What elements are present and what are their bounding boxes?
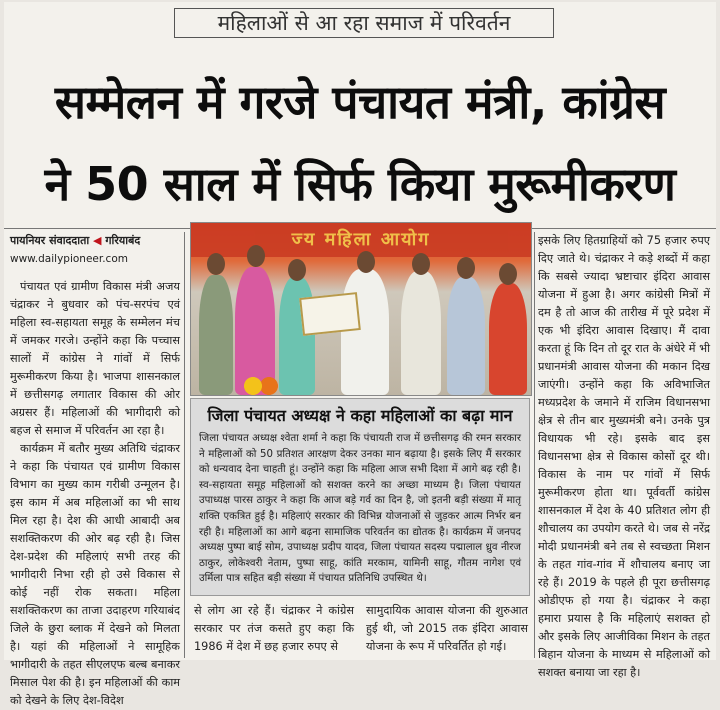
arrow-icon: ◀ bbox=[93, 234, 102, 247]
event-photo bbox=[190, 222, 532, 396]
flower-bouquet bbox=[241, 377, 281, 395]
photo-banner-text: ज्य महिला आयोग bbox=[191, 223, 531, 257]
photo-person bbox=[401, 271, 441, 395]
sidebar-body: जिला पंचायत अध्यक्ष श्वेता शर्मा ने कहा कि पंचायती राज में छत्तीसगढ़ की रमन सरकार ने महिलाओं को 50 प्रतिशत आरक्षण देकर उनका मान बढ़ाया है। इसके लिए मैं सरकार को धन्यवाद देना चाहती हूं। उन्होंने कहा कि महिला आज सभी दिशा में आगे बढ़ रही है। स्व-सहायता समूह महिलाओं को सशक्त करने का अच्छा माध्यम है। जिला पंचायत उपाध्यक्ष पारस ठाकुर ने कहा कि आज बड़े गर्व का दिन है, जो इतनी बड़ी संख्या में मातृ शक्ति एकत्रित हुई है। महिलाएं सरकार की विभिन्न योजनाओं से जुड़कर आत्म निर्भर बन रही है। महिलाओं का आगे बढ़ना सामाजिक परिवर्तन का द्योतक है। कार्यक्रम में जनपद अध्यक्ष पुष्पा बाई सोम, उपाध्यक्ष प्रदीप यादव, जिला पंचायत सदस्य पद्मालाल ध्रुव नीरज ठाकुर, लोकेश्वरी नेताम, पुष्पा साहू, कांति मरकाम, यामिनी साहू, गौतम नागेश एवं उर्मिला पात्र सहित बड़ी संख्या में पंचायत प्रतिनिधि उपस्थित थे। bbox=[199, 433, 521, 585]
article-column-3-text: सामुदायिक आवास योजना की शुरुआत हुई थी, जो 2015 तक इंदिरा आवास योजना के रूप में परिवर्तित हो गई। bbox=[366, 604, 528, 653]
photo-person bbox=[235, 267, 275, 395]
photo-person-head bbox=[247, 245, 265, 267]
article-paragraph: कार्यक्रम में बतौर मुख्य अतिथि चंद्राकर ने कहा कि पंचायत एवं ग्रामीण विकास विभाग का मुख्य काम गरीबी उन्मूलन है। इस काम में अब महिलाओं का भी साथ मिल रहा है। देश की आधी आबादी अब सशक्तिकरण की ओर बढ़ रही है। जिस देश-प्रदेश की महिलाएं सभी तरह की भागीदारी निभा रही हो उसे विकास से कोई नहीं रोक सकता। महिला सशक्तिकरण का ताजा उदाहरण गरियाबंद जिले के छुरा ब्लाक में देखने को मिलता है। यहां की महिलाओं ने सामूहिक भागीदारी के तहत सीएलएफ बल्ब बनाकर मिसाल पेश की है। इन महिलाओं की काम को देखने के लिए देश-विदेश bbox=[10, 442, 180, 707]
sidebar-title: जिला पंचायत अध्यक्ष ने कहा महिलाओं का बढ़ा मान bbox=[207, 406, 513, 425]
kicker-heading: महिलाओं से आ रहा समाज में परिवर्तन bbox=[174, 8, 554, 38]
photo-person-head bbox=[457, 257, 475, 279]
column-divider bbox=[184, 232, 185, 658]
photo-person bbox=[341, 269, 389, 395]
photo-person-head bbox=[412, 253, 430, 275]
headline-line-2: ने 50 साल में सिर्फ किया मुरूमीकरण bbox=[44, 157, 676, 211]
photo-person bbox=[199, 275, 233, 395]
newspaper-page bbox=[4, 2, 716, 707]
reporter-name: पायनियर संवाददाता bbox=[10, 234, 90, 247]
column-divider bbox=[534, 232, 535, 658]
photo-person-head bbox=[207, 253, 225, 275]
dateline-place: गरियाबंद bbox=[105, 234, 141, 247]
article-column-1 bbox=[10, 232, 180, 710]
article-column-2-text: से लोग आ रहे हैं। चंद्राकर ने कांग्रेस सरकार पर तंज कसते हुए कहा कि 1986 में देश में छह हजार रुपए से bbox=[194, 604, 354, 653]
sidebar-box bbox=[190, 398, 530, 596]
memento-plaque bbox=[299, 292, 361, 336]
byline bbox=[10, 232, 180, 250]
article-paragraph: पंचायत एवं ग्रामीण विकास मंत्री अजय चंद्राकर ने बुधवार को पंच-सरपंच एवं महिला स्व-सहायता समूह के सम्मेलन मंच में जमकर गरजे। उन्होंने कहा कि पच्चास सालों में कांग्रेस ने गांवों में सिर्फ मुरूमीकरण किया है। भाजपा शासनकाल में छत्तीसगढ़ लगातार विकास की ओर अग्रसर हैं। महिलाओं की भागीदारी को बहज से समाज में परिवर्तन आ रहा है। bbox=[10, 280, 180, 437]
photo-person bbox=[279, 277, 315, 395]
website-url: www.dailypioneer.com bbox=[10, 253, 128, 265]
photo-person-head bbox=[288, 259, 306, 281]
photo-person bbox=[447, 277, 485, 395]
headline-line-1: सम्मेलन में गरजे पंचायत मंत्री, कांग्रेस bbox=[54, 75, 666, 129]
article-column-4: इसके लिए हितग्राहियों को 75 हजार रुपए दिए जाते थे। चंद्राकर ने कड़े शब्दों में कहा कि सबसे ज्यादा भ्रष्टाचार इंदिरा आवास योजना में हुआ है। अगर कांग्रेसी मित्रों में दम है तो आज की तारीख में पूरे प्रदेश में एक भी इंदिरा आवास दिखाए। मैं दावा करता हूं कि दिन तो दूर रात के अंधेरे में भी प्रधानमंत्री आवास योजना की मकान दिख जाएंगी। उन्होंने कहा कि अविभाजित मध्यप्रदेश के जमाने में राजिम विधानसभा क्षेत्र से तीन बार मुख्यमंत्री बने। उनके पुत्र विधायक भी रहे। इसके बाद इस विधानसभा क्षेत्र से विकास कोसों दूर थी। विकास के नाम पर गांवों में सिर्फ मुरूमीकरण होता था। पूर्ववर्ती कांग्रेस शासनकाल में देश के 40 प्रतिशत लोग ही शौचालय का उपयोग करते थे। जब से नरेंद्र मोदी प्रधानमंत्री बने तब से स्वच्छता मिशन के तहत गांव-गांव में शौचालय बनाए जा रहे हैं। 2019 के पहले ही पूरा छत्तीसगढ़ ओडीएफ हो गया है। चंद्राकर ने कहा हमारा प्रयास है कि महिलाएं सशक्त हो और इसके लिए आजीविका मिशन के तहत बिहान योजना के माध्यम से महिलाओं को सशक्त बनाया जा रहा है। bbox=[538, 234, 710, 679]
photo-person-head bbox=[499, 263, 517, 285]
photo-person bbox=[489, 283, 527, 395]
photo-person-head bbox=[357, 251, 375, 273]
